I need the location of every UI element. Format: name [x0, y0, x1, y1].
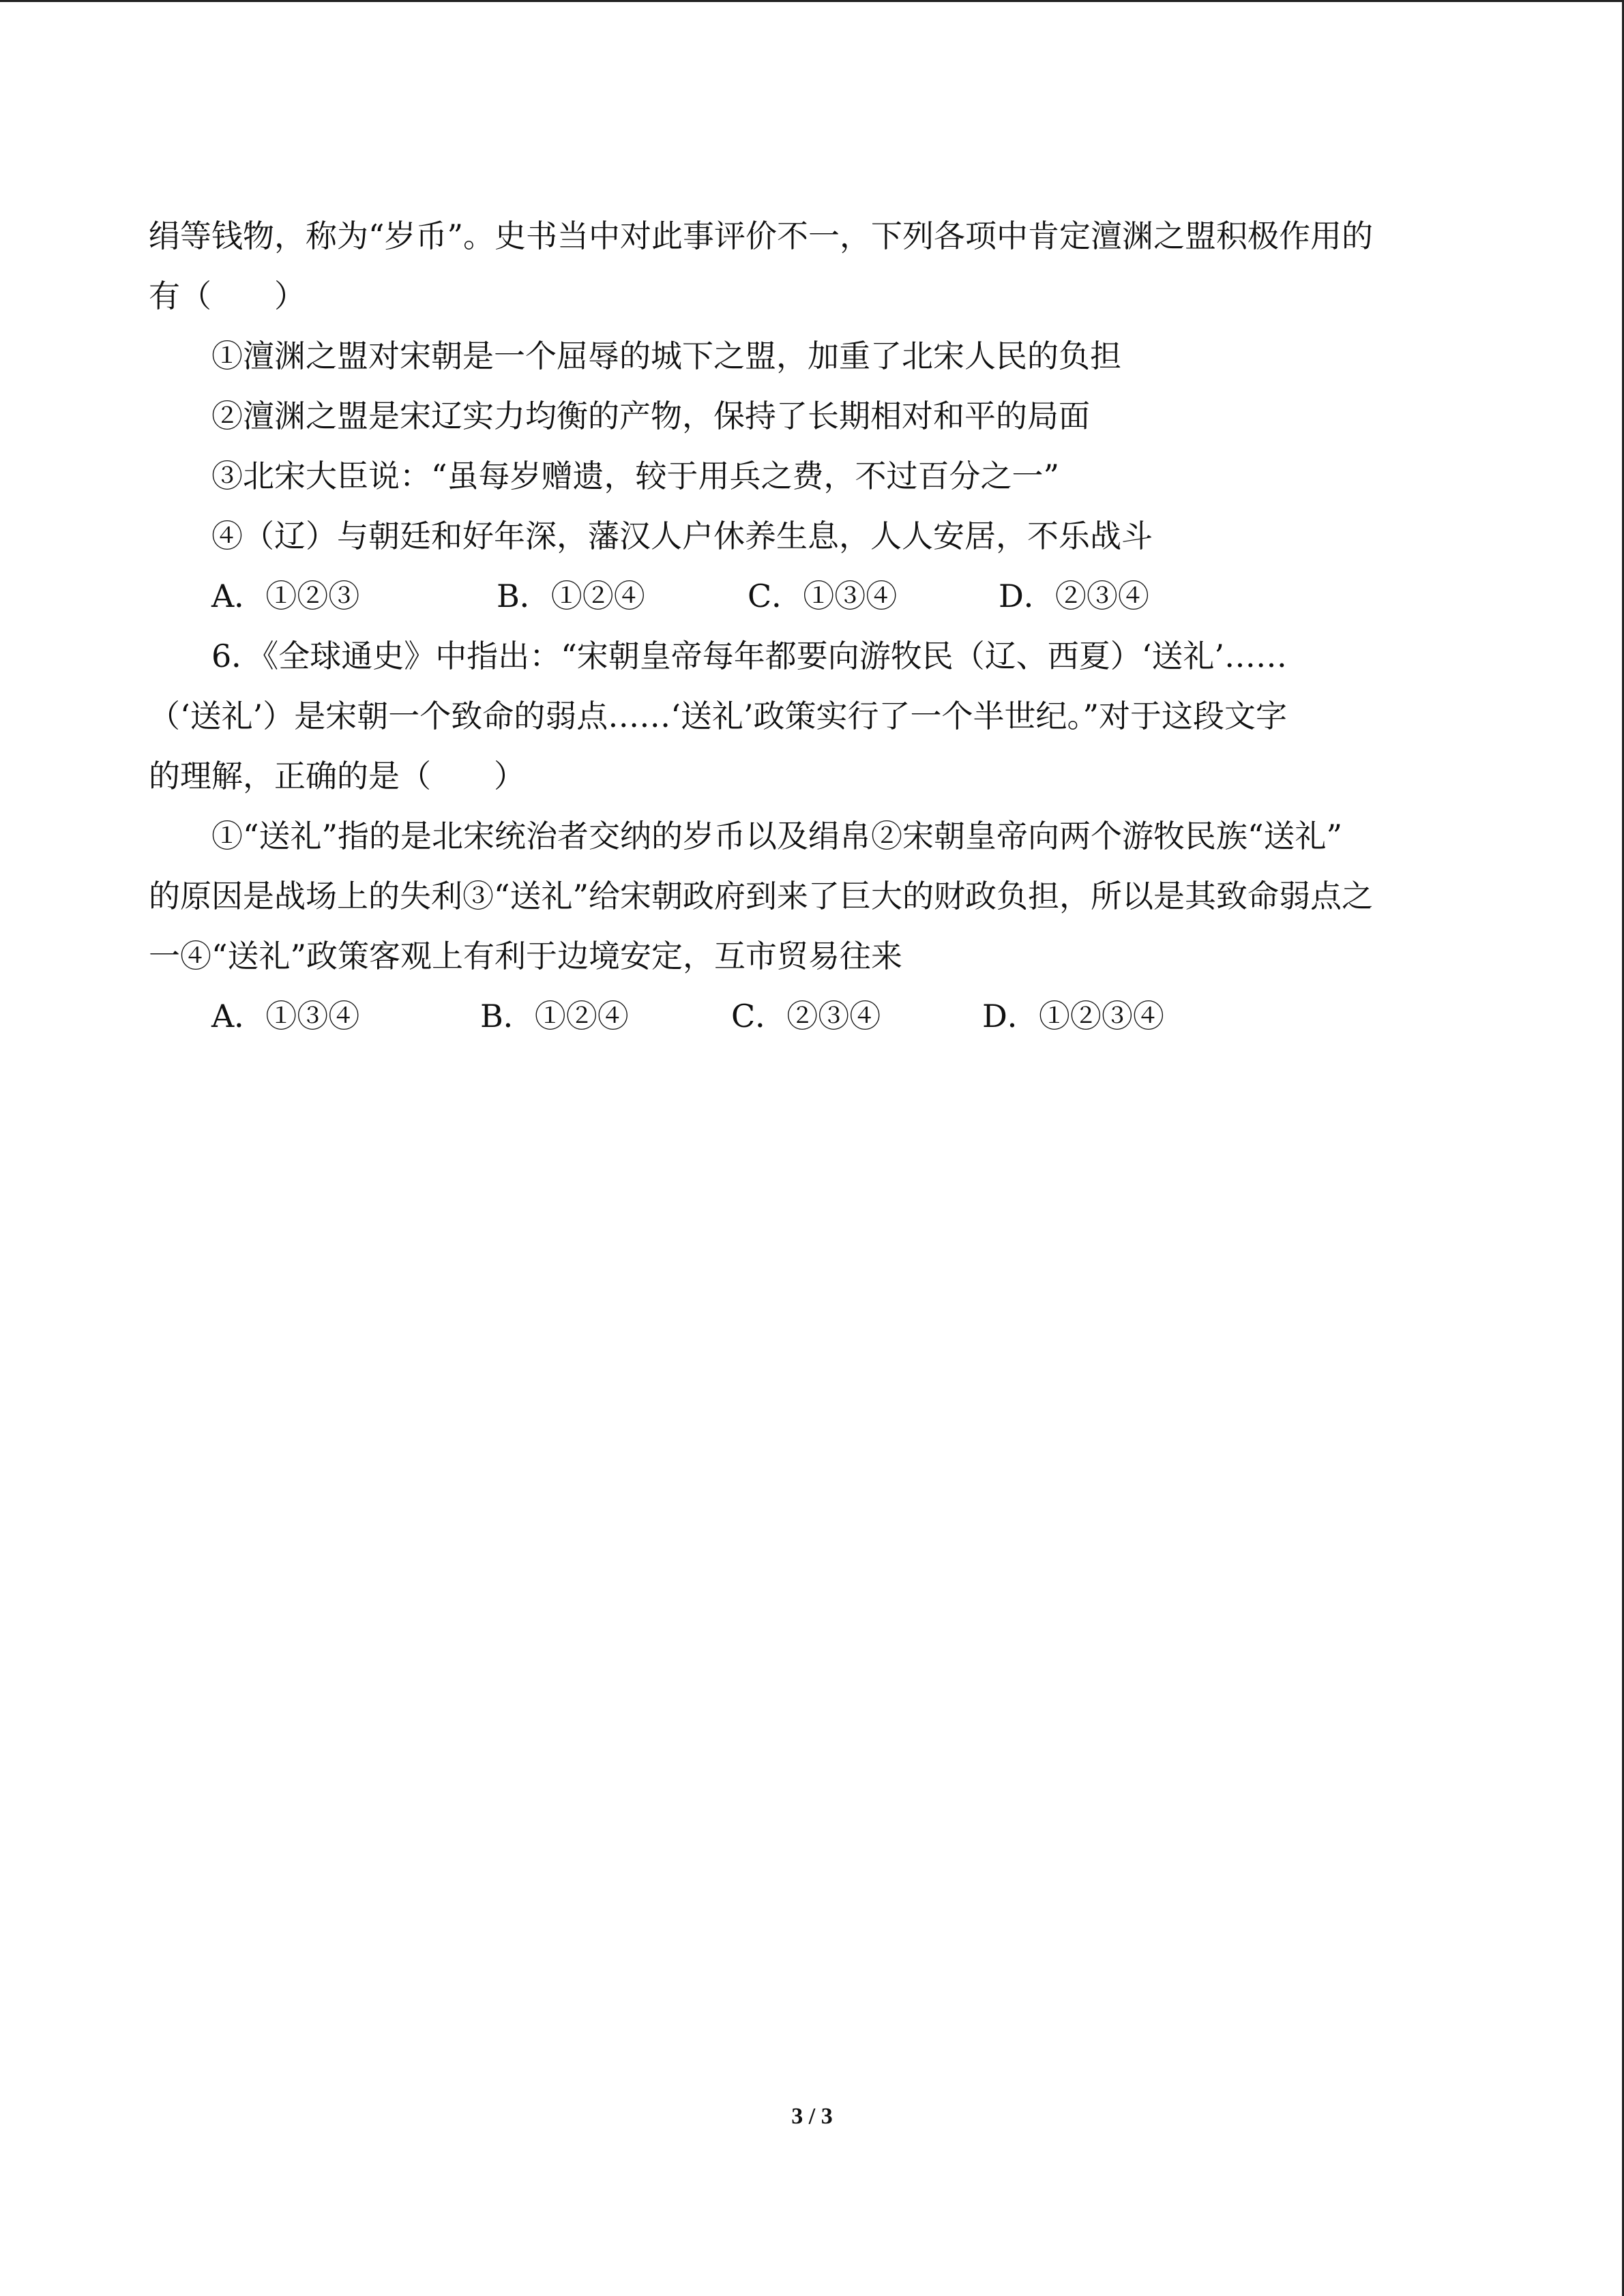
question-6 [149, 626, 1458, 1046]
question-6-stem-line-1: 6．《全球通史》中指出：“宋朝皇帝每年都要向游牧民（辽、西夏）‘送礼’…… [211, 638, 1288, 674]
question-5-stem-line-2: 有（ ） [149, 278, 306, 314]
question-5-item-2: ②澶渊之盟是宋辽实力均衡的产物，保持了长期相对和平的局面 [211, 398, 1090, 434]
question-6-body-line-2: 的原因是战场上的失利③“送礼”给宋朝政府到来了巨大的财政负担，所以是其致命弱点之 [149, 878, 1374, 914]
question-6-body-line-3: 一④“送礼”政策客观上有利于边境安定，互市贸易往来 [149, 938, 903, 974]
page-number: 3 / 3 [791, 2104, 833, 2129]
question-5-option-d: D．②③④ [999, 578, 1149, 614]
document-body [149, 206, 1458, 1046]
question-5-options [149, 566, 1458, 626]
question-6-option-b: B．①②④ [480, 998, 629, 1034]
question-6-body-line-1: ①“送礼”指的是北宋统治者交纳的岁币以及绢帛②宋朝皇帝向两个游牧民族“送礼” [211, 818, 1343, 854]
question-5-item-3: ③北宋大臣说：“虽每岁赠遗，较于用兵之费，不过百分之一” [211, 458, 1060, 494]
question-6-options [149, 986, 1458, 1046]
question-6-option-d: D．①②③④ [982, 998, 1164, 1034]
question-5-option-a: A．①②③ [211, 578, 360, 614]
question-6-stem-line-3: 的理解，正确的是（ ） [149, 758, 525, 794]
question-6-stem-line-2: （‘送礼’）是宋朝一个致命的弱点……‘送礼’政策实行了一个半世纪。”对于这段文字 [149, 698, 1288, 734]
question-5-stem-line-1: 绢等钱物，称为“岁币”。史书当中对此事评价不一，下列各项中肯定澶渊之盟积极作用的 [149, 218, 1374, 254]
question-6-option-c: C．②③④ [731, 998, 881, 1034]
question-5-item-1: ①澶渊之盟对宋朝是一个屈辱的城下之盟，加重了北宋人民的负担 [211, 338, 1121, 374]
question-6-option-a: A．①③④ [211, 998, 360, 1034]
question-5 [149, 206, 1458, 626]
question-5-option-b: B．①②④ [497, 578, 645, 614]
question-5-option-c: C．①③④ [748, 578, 898, 614]
question-5-item-4: ④（辽）与朝廷和好年深，藩汉人户休养生息，人人安居，不乐战斗 [211, 518, 1153, 554]
